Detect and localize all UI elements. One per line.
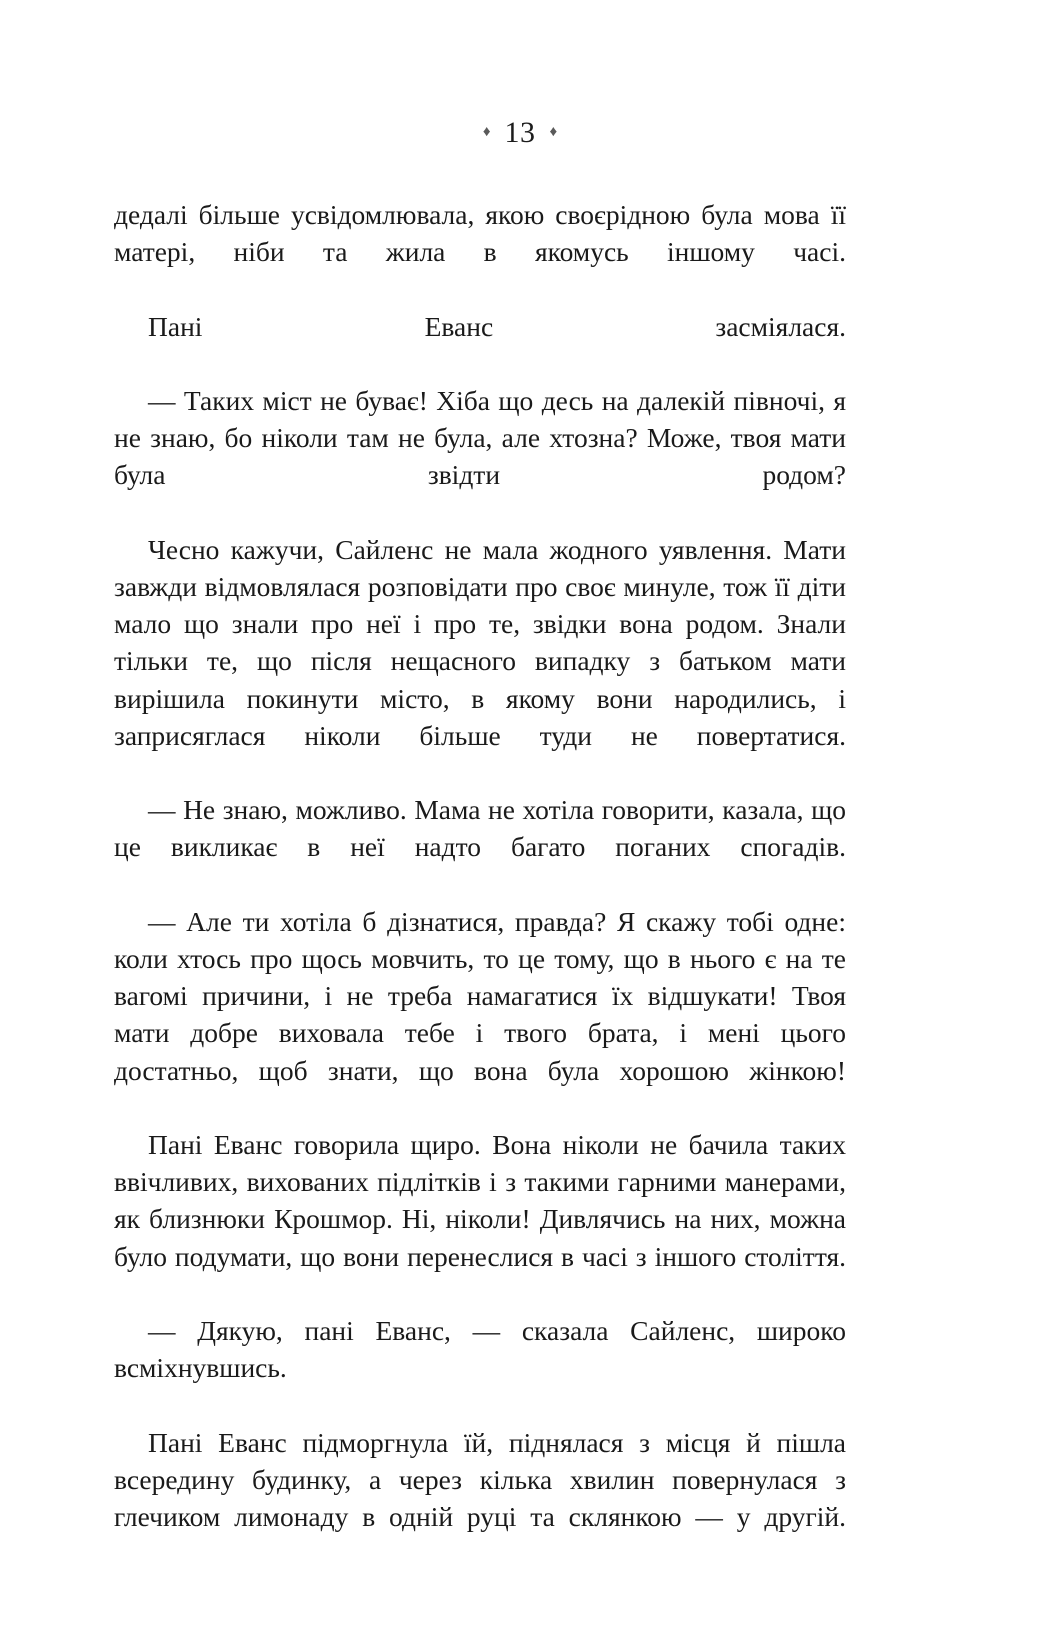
body-text-block — [114, 196, 846, 1573]
paragraph: дедалі більше усвідомлювала, якою своєрідною була мова її матері, ніби та жила в якомусь іншому часі. — [114, 199, 846, 268]
paragraph: — Не знаю, можливо. Мама не хотіла говорити, казала, що це викликає в неї надто багато поганих спогадів. — [114, 794, 846, 863]
diamond-ornament-right: ♦ — [549, 123, 558, 140]
paragraph: Пані Еванс підморгнула їй, піднялася з місця й пішла всередину будинку, а через кілька хвилин повернулася з глечиком лимонаду в одній руці та склянкою — у другій. — [114, 1426, 846, 1533]
paragraph: Пані Еванс засміялася. — [148, 310, 846, 342]
paragraph: — Але ти хотіла б дізнатися, правда? Я скажу тобі одне: коли хтось про щось мовчить, то це тому, що в нього є на те вагомі причини, і не треба намагатися їх відшукати! Твоя мати добре виховала тебе і твого брата, і мені цього достатньо, щоб знати, що вона була хорошою жінкою! — [114, 905, 846, 1086]
paragraph: Чесно кажучи, Сайленс не мала жодного уявлення. Мати завжди відмовлялася розповідати про своє минуле, тож її діти мало що знали про неї і про те, звідки вона родом. Знали тільки те, що після нещасного випадку з батьком мати вирішила покинути місто, в якому вони народились, і заприсяглася ніколи більше туди не повертатися. — [114, 533, 846, 751]
paragraph: — Таких міст не буває! Хіба що десь на далекій півночі, я не знаю, бо ніколи там не була, але хтозна? Може, твоя мати була звідти родом? — [114, 385, 846, 491]
page-number: 13 — [504, 116, 536, 149]
paragraph: — Дякую, пані Еванс, — сказала Сайленс, широко всміхнувшись. — [114, 1315, 846, 1384]
page-folio — [0, 118, 1040, 148]
paragraph: Пані Еванс говорила щиро. Вона ніколи не бачила таких ввічливих, вихованих підлітків і з такими гарними манерами, як близнюки Крошмор. Ні, ніколи! Дивлячись на них, можна було подумати, що вони перенеслися в часі з іншого століття. — [114, 1129, 846, 1272]
diamond-ornament-left: ♦ — [482, 123, 491, 140]
